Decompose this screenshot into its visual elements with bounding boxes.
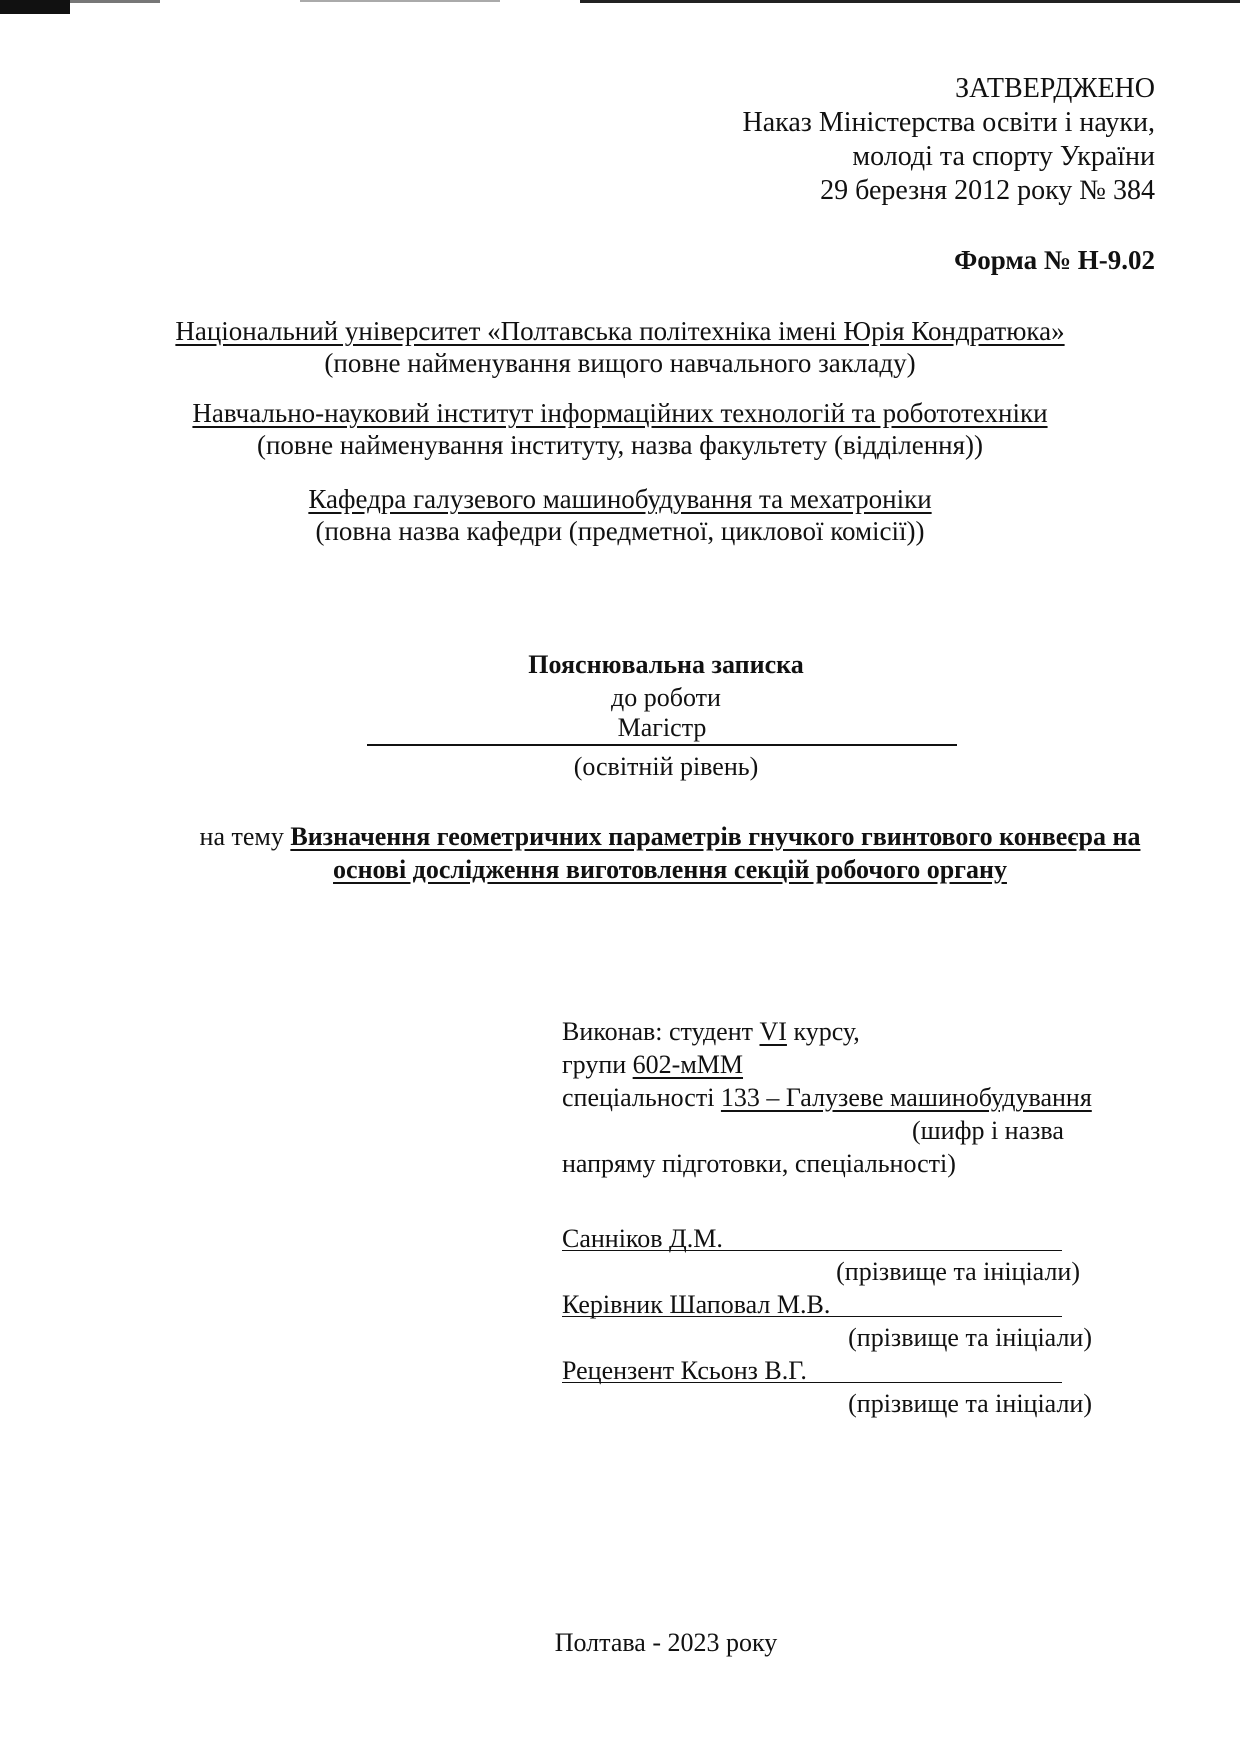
department-block <box>0 483 1240 547</box>
approved-line: Наказ Міністерства освіти і науки, <box>742 107 1155 138</box>
specialty-value: 133 – Галузеве машинобудування <box>720 1083 1092 1112</box>
degree-caption: (освітній рівень) <box>573 752 759 781</box>
topic-title: Визначення геометричних параметрів гнучкого гвинтового конвеєра на основі дослідження виготовлення секцій робочого органу <box>290 822 1141 884</box>
course-line <box>562 1015 1182 1048</box>
approved-line: ЗАТВЕРДЖЕНО <box>955 73 1155 104</box>
institute-block <box>0 397 1240 461</box>
approval-stamp <box>743 72 1156 208</box>
specialty-caption-2: напряму підготовки, спеціальності) <box>562 1149 956 1178</box>
degree-field: Магістр <box>367 712 957 746</box>
scan-artifact <box>0 0 70 14</box>
specialty-line <box>562 1081 1182 1114</box>
institute-caption: (повне найменування інституту, назва факультету (відділення)) <box>256 430 984 460</box>
approved-line: 29 березня 2012 року № 384 <box>820 175 1155 206</box>
university-name: Національний університет «Полтавська політехніка імені Юрія Кондратюка» <box>175 316 1065 346</box>
signature-name: Санніков Д.М. <box>562 1224 723 1253</box>
institute-name: Навчально-науковий інститут інформаційних технологій та робототехніки <box>192 398 1048 428</box>
group-line <box>562 1048 1182 1081</box>
document-subtitle: до роботи <box>611 683 721 712</box>
course-suffix: курсу, <box>786 1017 860 1046</box>
university-block <box>0 315 1240 379</box>
signature-label: Рецензент <box>562 1356 681 1385</box>
signatures <box>562 1222 1102 1420</box>
document-title: Пояснювальна записка <box>528 650 804 679</box>
department-name: Кафедра галузевого машинобудування та мехатроніки <box>308 484 932 514</box>
scan-artifact <box>70 0 160 3</box>
signature-caption: (прізвище та ініціали) <box>848 1323 1092 1352</box>
specialty-label: спеціальності <box>562 1083 721 1112</box>
signature-label: Керівник <box>562 1290 670 1319</box>
signature-reviewer <box>562 1354 1102 1387</box>
department-caption: (повна назва кафедри (предметної, циклової комісії)) <box>315 516 925 546</box>
scan-artifact <box>580 0 1240 3</box>
group-label: групи <box>562 1050 633 1079</box>
signature-caption: (прізвище та ініціали) <box>848 1389 1092 1418</box>
signature-name: Шаповал М.В. <box>669 1290 831 1319</box>
student-info <box>562 1015 1182 1180</box>
signature-caption: (прізвище та ініціали) <box>836 1257 1080 1286</box>
university-caption: (повне найменування вищого навчального закладу) <box>324 348 916 378</box>
course-value: VI <box>759 1017 787 1046</box>
city-year: Полтава - 2023 року <box>554 1628 778 1657</box>
signature-supervisor <box>562 1288 1102 1321</box>
topic <box>195 820 1145 886</box>
group-value: 602-мММ <box>632 1050 744 1079</box>
signature-student <box>562 1222 1102 1255</box>
performed-label: Виконав: студент <box>562 1017 760 1046</box>
signature-name: Ксьонз В.Г. <box>680 1356 807 1385</box>
scan-artifact <box>300 0 500 2</box>
topic-prefix: на тему <box>199 822 291 851</box>
specialty-caption: (шифр і назва <box>912 1116 1064 1145</box>
approved-line: молоді та спорту України <box>852 141 1155 172</box>
form-number: Форма № Н-9.02 <box>954 245 1155 275</box>
